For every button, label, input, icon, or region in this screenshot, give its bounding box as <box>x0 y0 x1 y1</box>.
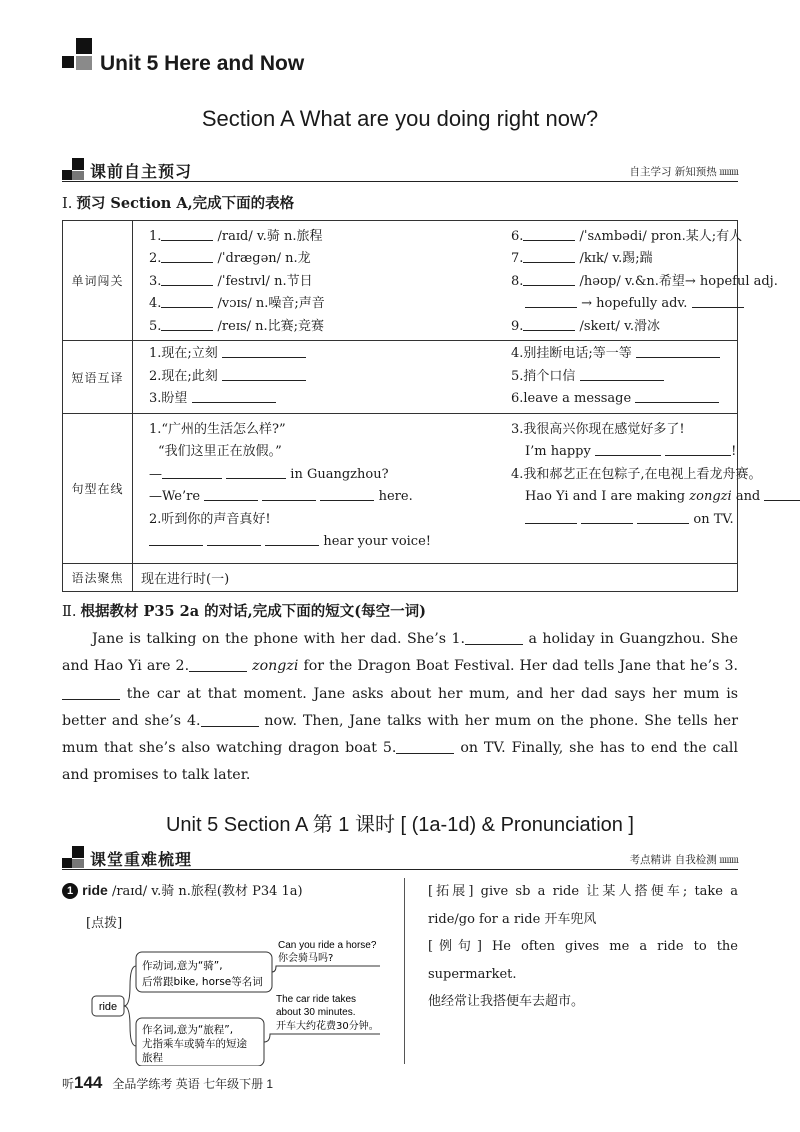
phrase-item: 6.leave a message <box>511 388 720 411</box>
answer-blank[interactable] <box>525 294 577 308</box>
preview-banner <box>62 158 738 182</box>
vocab-right-list <box>511 226 778 339</box>
answer-blank[interactable] <box>161 227 213 241</box>
vocab-item: → hopefully adv. <box>511 293 778 316</box>
noun-box-line: 尤指乘车或骑车的短途 <box>142 1038 247 1050</box>
answer-blank[interactable] <box>523 272 575 286</box>
verb-example: Can you ride a horse? <box>278 940 377 951</box>
page-footer: 听144 全品学练考 英语 七年级下册 1 <box>62 1073 274 1092</box>
phrase-label: 短语互译 <box>63 341 133 414</box>
phrase-item: 4.别挂断电话;等一等 <box>511 343 720 366</box>
answer-blank[interactable] <box>161 294 213 308</box>
answer-blank[interactable] <box>523 317 575 331</box>
sentence-cn: 4.我和郝艺正在包粽子,在电视上看龙舟赛。 <box>511 466 762 482</box>
preview-table <box>62 220 778 592</box>
answer-blank[interactable] <box>226 465 286 479</box>
sentence-en: hear your voice! <box>149 531 431 554</box>
answer-blank[interactable] <box>523 249 575 263</box>
answer-blank[interactable] <box>637 510 689 524</box>
passage-blank-2[interactable] <box>189 658 247 672</box>
vocab-left-list <box>149 226 325 339</box>
grammar-label: 语法聚焦 <box>63 564 133 592</box>
number-badge-icon: 1 <box>62 883 78 899</box>
section-title: Section A What are you doing right now? <box>201 106 599 131</box>
phrase-cell <box>133 341 738 414</box>
sentence-en: on TV. <box>511 509 800 532</box>
answer-blank[interactable] <box>525 510 577 524</box>
answer-blank[interactable] <box>635 389 719 403</box>
vocab-item: 5. /reɪs/ n.比赛;竞赛 <box>149 318 325 334</box>
answer-blank[interactable] <box>665 442 731 456</box>
phrase-item: 3.盼望 <box>149 388 306 411</box>
vocab-item: 1. /raɪd/ v.骑 n.旅程 <box>149 228 323 244</box>
vocab-item: 2. /ˈdræɡən/ n.龙 <box>149 251 311 266</box>
vocab-item: 7. /kɪk/ v.踢;踹 <box>511 251 653 266</box>
vocab-item: 8. /həʊp/ v.&n.希望→ hopeful adj. <box>511 273 778 289</box>
answer-blank[interactable] <box>192 389 276 403</box>
banner-title: 课堂重难梳理 <box>90 852 193 869</box>
sentence-en: — in Guangzhou? <box>149 466 389 482</box>
answer-blank[interactable] <box>320 487 374 501</box>
banner-tag: 自主学习 新知预热 ıııııııı <box>629 166 738 178</box>
grammar-text: 现在进行时(一) <box>133 564 738 592</box>
example-translation: 他经常让我搭便车去超市。 <box>428 994 585 1009</box>
noun-box-line: 旅程 <box>142 1052 163 1064</box>
expand-note: [拓展] give sb a ride 让某人搭便车; take a ride/go for a ride 开车兜风 <box>428 884 738 927</box>
answer-blank[interactable] <box>523 227 575 241</box>
ride-mindmap <box>86 936 396 1066</box>
sentence-cn: “我们这里正在放假。” <box>158 444 282 459</box>
vocab-label: 单词闯关 <box>63 221 133 341</box>
answer-blank[interactable] <box>581 510 633 524</box>
unit-logo-icon <box>62 38 94 72</box>
answer-blank[interactable] <box>161 249 213 263</box>
vocab-item: 4. /vɔɪs/ n.噪音;声音 <box>149 296 325 311</box>
sentence-cn: 2.听到你的声音真好! <box>149 511 271 527</box>
answer-blank[interactable] <box>595 442 661 456</box>
vocab-cell <box>133 221 778 341</box>
answer-blank[interactable] <box>204 487 258 501</box>
banner-square-icon <box>62 846 88 868</box>
tip-label: [点拨] <box>86 916 123 931</box>
sentence-en: Hao Yi and I are making zongzi and <box>511 486 800 509</box>
sentence-cell <box>133 414 762 564</box>
vocab-item: 3. /ˈfestɪvl/ n.节日 <box>149 273 313 289</box>
example-sentence: [例句] He often gives me a ride to the supermarket. <box>428 939 738 982</box>
part-two-heading: Ⅱ. 根据教材 P35 2a 的对话,完成下面的短文(每空一词) <box>62 603 426 620</box>
answer-blank[interactable] <box>207 532 261 546</box>
banner-square-icon <box>62 158 88 180</box>
classroom-banner <box>62 846 738 870</box>
verb-example: 你会骑马吗? <box>278 953 334 964</box>
unit-title: Unit 5 Here and Now <box>100 52 305 75</box>
answer-blank[interactable] <box>764 487 800 501</box>
phrase-item: 2.现在;此刻 <box>149 366 306 389</box>
banner-tag: 考点精讲 自我检测 ıııııııı <box>629 854 738 866</box>
answer-blank[interactable] <box>580 367 664 381</box>
vocab-point-heading: 1 ride /raɪd/ v.骑 n.旅程(教材 P34 1a) <box>62 880 303 899</box>
answer-blank[interactable] <box>265 532 319 546</box>
mindmap-center: ride <box>98 1001 118 1013</box>
answer-blank[interactable] <box>692 294 744 308</box>
answer-blank[interactable] <box>222 367 306 381</box>
lesson-title: Unit 5 Section A 第 1 课时 [ (1a-1d) & Pronunciation ] <box>165 814 634 836</box>
answer-blank[interactable] <box>161 272 213 286</box>
expansion-column <box>428 878 738 1016</box>
noun-example: about 30 minutes. <box>276 1007 356 1018</box>
noun-box-line: 作名词,意为“旅程”, <box>142 1024 234 1036</box>
noun-example: The car ride takes <box>276 994 357 1005</box>
vocab-item: 9. /skeɪt/ v.滑冰 <box>511 318 660 334</box>
sentence-label: 句型在线 <box>63 414 133 564</box>
cloze-passage: Jane is talking on the phone with her dad. She’s 1. a holiday in Guangzhou. She and Hao Yi are 2. zongzi for the Dragon Boat Festival. Her dad tells Jane that he’s 3. the car at that moment. Jane asks about her mum, and her dad says her mum is better and she’s 4. now. Then, Jane talks with her mum on the phone. She tells her mum that she’s also watching dragon boat 5. on TV. Finally, she has to end the call and promises to talk later. <box>62 631 739 784</box>
sentence-cn: 1.“广州的生活怎么样?” <box>149 421 286 437</box>
verb-box-line: 后常跟bike, horse等名词 <box>142 976 263 988</box>
passage-blank-5[interactable] <box>396 740 454 754</box>
column-divider <box>404 878 405 1064</box>
noun-example: 开车大约花费30分钟。 <box>276 1021 379 1032</box>
page-number: 144 <box>74 1073 103 1092</box>
passage-blank-1[interactable] <box>465 631 523 645</box>
answer-blank[interactable] <box>149 532 203 546</box>
part-one-heading: Ⅰ. 预习 Section A,完成下面的表格 <box>62 195 295 212</box>
answer-blank[interactable] <box>262 487 316 501</box>
answer-blank[interactable] <box>222 344 306 358</box>
vocab-item: 6. /ˈsʌmbədi/ pron.某人;有人 <box>511 228 743 244</box>
answer-blank[interactable] <box>636 344 720 358</box>
verb-box-line: 作动词,意为“骑”, <box>142 960 223 972</box>
answer-blank[interactable] <box>162 465 222 479</box>
banner-title: 课前自主预习 <box>90 164 193 181</box>
passage-blank-3[interactable] <box>62 686 120 700</box>
passage-blank-4[interactable] <box>201 713 259 727</box>
sentence-cn: 3.我很高兴你现在感觉好多了! <box>511 421 685 437</box>
answer-blank[interactable] <box>161 317 213 331</box>
phrase-item: 1.现在;立刻 <box>149 343 306 366</box>
phrase-item: 5.捎个口信 <box>511 366 720 389</box>
sentence-en: —We’re here. <box>149 489 413 504</box>
sentence-en: I’m happy ! <box>525 444 737 459</box>
